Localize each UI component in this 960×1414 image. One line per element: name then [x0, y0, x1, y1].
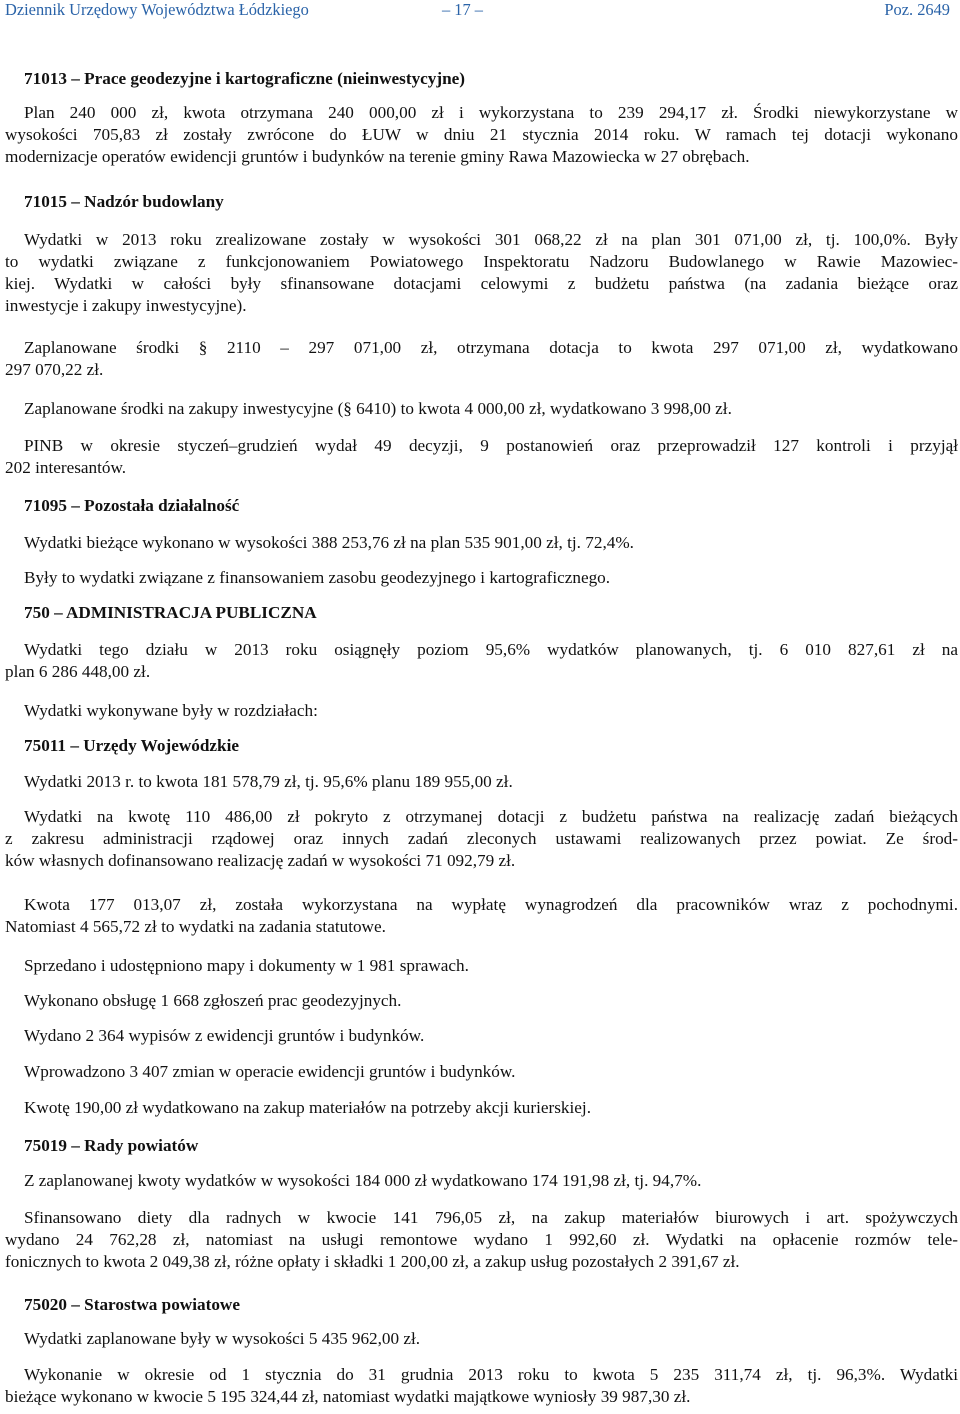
paragraph: Kwota 177 013,07 zł, została wykorzystana na wypłatę wynagrodzeń dla pracowników wraz z pochodnymi. Natomiast 4 565,72 zł to wydatki na zadania statutowe.: [5, 895, 958, 936]
section-heading-71095: 71095 – Pozostała działalność: [24, 496, 240, 515]
page-number: – 17 –: [442, 0, 483, 19]
journal-title: Dziennik Urzędowy Województwa Łódzkiego: [5, 0, 309, 19]
paragraph: Wydatki zaplanowane były w wysokości 5 435 962,00 zł.: [24, 1329, 421, 1348]
section-heading-71013: 71013 – Prace geodezyjne i kartograficzne (nieinwestycyjne): [24, 69, 466, 88]
paragraph: PINB w okresie styczeń–grudzień wydał 49 decyzji, 9 postanowień oraz przeprowadził 127 kontroli i przyjął 202 interesantów.: [5, 436, 958, 477]
paragraph: Wydatki tego działu w 2013 roku osiągnęły poziom 95,6% wydatków planowanych, tj. 6 010 827,61 zł na plan 6 286 448,00 zł.: [5, 640, 958, 681]
paragraph: Wydatki bieżące wykonano w wysokości 388 253,76 zł na plan 535 901,00 zł, tj. 72,4%.: [24, 533, 634, 552]
section-heading-75019: 75019 – Rady powiatów: [24, 1136, 199, 1155]
paragraph: Zaplanowane środki § 2110 – 297 071,00 zł, otrzymana dotacja to kwota 297 071,00 zł, wydatkowano 297 070,22 zł.: [5, 338, 958, 379]
paragraph: Były to wydatki związane z finansowaniem zasobu geodezyjnego i kartograficznego.: [24, 568, 611, 587]
page-header: [5, 0, 955, 22]
paragraph: Wykonano obsługę 1 668 zgłoszeń prac geodezyjnych.: [24, 991, 402, 1010]
section-heading-75020: 75020 – Starostwa powiatowe: [24, 1295, 240, 1314]
paragraph: Wydatki na kwotę 110 486,00 zł pokryto z otrzymanej dotacji z budżetu państwa na realizację zadań bieżących z zakresu administracji rządowej oraz innych zadań zleconych ustawami realizowanych przez powiat. Ze środ- ków własnych dofinansowano realizację zadań w wysokości 71 092,79 zł.: [5, 807, 958, 870]
paragraph: Zaplanowane środki na zakupy inwestycyjne (§ 6410) to kwota 4 000,00 zł, wydatkowano 3 998,00 zł.: [24, 399, 732, 418]
paragraph: Wydatki wykonywane były w rozdziałach:: [24, 701, 318, 720]
paragraph: Plan 240 000 zł, kwota otrzymana 240 000,00 zł i wykorzystana to 239 294,17 zł. Środki niewykorzystane w wysokości 705,83 zł zostały zwrócone do ŁUW w dniu 21 stycznia 2014 roku. W ramach tej dotacji wykonano modernizacje operatów ewidencji gruntów i budynków na terenie gminy Rawa Mazowiecka w 27 obrębach.: [5, 103, 958, 166]
paragraph: Sfinansowano diety dla radnych w kwocie 141 796,05 zł, na zakup materiałów biurowych i art. spożywczych wydano 24 762,28 zł, natomiast na usługi remontowe wydano 1 992,60 zł. Wydatki na opłacenie rozmów tele- fonicznych to kwota 2 049,38 zł, różne opłaty i składki 1 200,00 zł, a zakup usług pozostałych 2 391,67 zł.: [5, 1208, 958, 1271]
paragraph: Kwotę 190,00 zł wydatkowano na zakup materiałów na potrzeby akcji kurierskiej.: [24, 1098, 592, 1117]
section-heading-71015: 71015 – Nadzór budowlany: [24, 192, 224, 211]
paragraph: Wydano 2 364 wypisów z ewidencji gruntów i budynków.: [24, 1026, 425, 1045]
paragraph: Wydatki w 2013 roku zrealizowane zostały w wysokości 301 068,22 zł na plan 301 071,00 zł, tj. 100,0%. Były to wydatki związane z funkcjonowaniem Powiatowego Inspektoratu Nadzoru Budowlanego w Rawie Mazowiec- kiej. Wydatki w całości były sfinansowane dotacjami celowymi z budżetu państwa (na zadania bieżące oraz inwestycje i zakupy inwestycyjne).: [5, 230, 958, 315]
paragraph: Wykonanie w okresie od 1 stycznia do 31 grudnia 2013 roku to kwota 5 235 311,74 zł, tj. 96,3%. Wydatki bieżące wykonano w kwocie 5 195 324,44 zł, natomiast wydatki majątkowe wyniosły 39 987,30 zł.: [5, 1365, 958, 1406]
section-heading-750: 750 – ADMINISTRACJA PUBLICZNA: [24, 603, 317, 622]
position-number: Poz. 2649: [884, 0, 950, 19]
section-heading-75011: 75011 – Urzędy Wojewódzkie: [24, 736, 239, 755]
paragraph: Wprowadzono 3 407 zmian w operacie ewidencji gruntów i budynków.: [24, 1062, 516, 1081]
paragraph: Z zaplanowanej kwoty wydatków w wysokości 184 000 zł wydatkowano 174 191,98 zł, tj. 94,7%.: [24, 1171, 702, 1190]
paragraph: Sprzedano i udostępniono mapy i dokumenty w 1 981 sprawach.: [24, 956, 469, 975]
paragraph: Wydatki 2013 r. to kwota 181 578,79 zł, tj. 95,6% planu 189 955,00 zł.: [24, 772, 513, 791]
